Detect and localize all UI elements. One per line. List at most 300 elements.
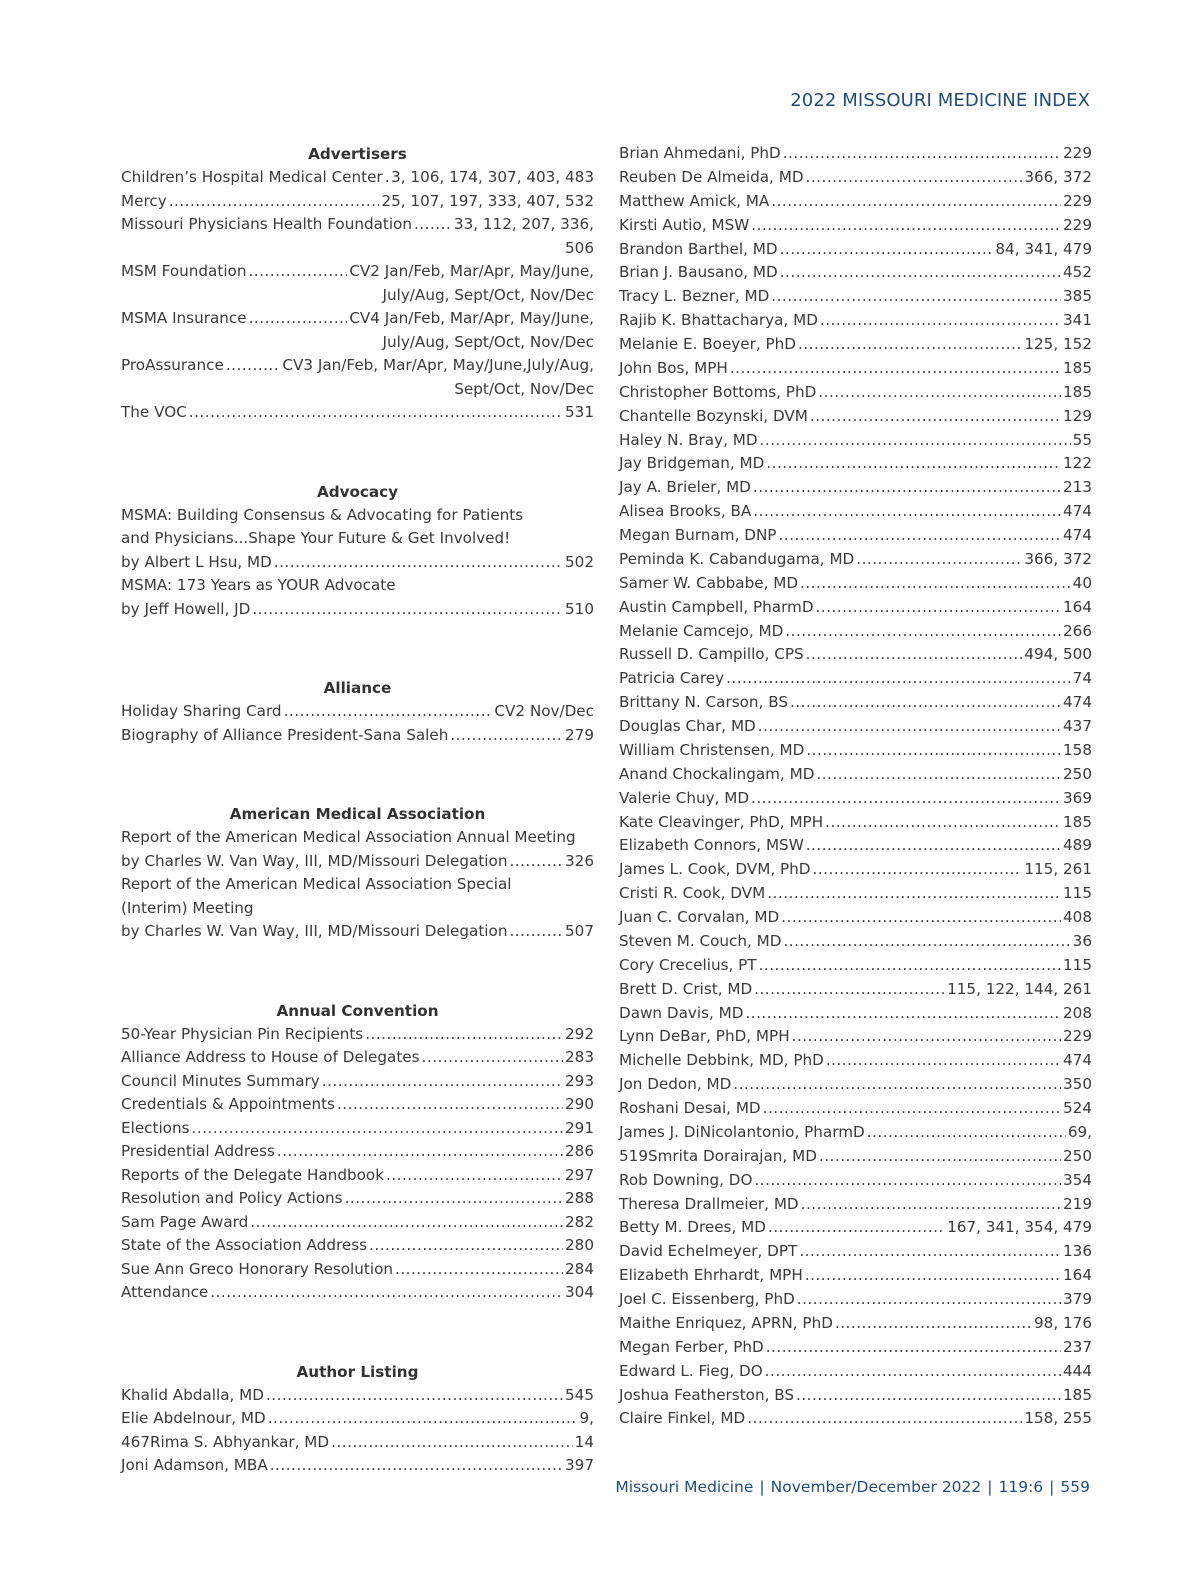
entry-label: Council Minutes Summary [121, 1071, 320, 1090]
dot-leader [790, 691, 1061, 715]
entry-pages: 69, [1067, 1122, 1092, 1141]
entry-pages: 164 [1063, 597, 1092, 616]
entry-pages: 158, 255 [1024, 1409, 1092, 1428]
footer-journal: Missouri Medicine [615, 1478, 754, 1496]
entry-label: Brett D. Crist, MD [619, 979, 753, 998]
entry-label: Claire Finkel, MD [619, 1409, 746, 1428]
section-title: Advocacy [316, 482, 399, 501]
index-entry [619, 1025, 1092, 1049]
entry-label: Elizabeth Connors, MSW [619, 836, 804, 855]
dot-leader [766, 452, 1061, 476]
index-entry [619, 285, 1092, 309]
dot-leader [284, 700, 493, 724]
entry-pages: 167, 341, 354, 479 [947, 1218, 1092, 1237]
index-entry [121, 724, 594, 748]
index-entry [619, 1169, 1092, 1193]
entry-label: ProAssurance [121, 356, 224, 374]
entry-label: Attendance [121, 1283, 209, 1301]
entry-label: Jon Dedon, MD [619, 1075, 732, 1094]
index-entry [619, 667, 1092, 691]
entry-label: Children’s Hospital Medical Center [121, 168, 383, 186]
entry-label: Kirsti Autio, MSW [619, 215, 750, 234]
entry-label: David Echelmeyer, DPT [619, 1242, 798, 1261]
index-entry [619, 620, 1092, 644]
entry-label: James J. DiNicolantonio, PharmD [619, 1122, 865, 1141]
section-author-listing [121, 1360, 594, 1478]
entry-pages: 507 [565, 922, 594, 940]
index-entry [619, 1240, 1092, 1264]
entry-pages: 279 [565, 725, 594, 744]
entry-pages-continued: 506 [565, 238, 594, 257]
index-entry [121, 260, 594, 284]
entry-pages: 9, [579, 1409, 594, 1427]
entry-pages: 341 [1063, 311, 1092, 330]
entry-label: Elections [121, 1118, 190, 1137]
index-entry [619, 333, 1092, 357]
dot-leader [819, 1145, 1061, 1169]
index-entry [619, 452, 1092, 476]
entry-pages: 98, 176 [1034, 1313, 1092, 1332]
index-entry [619, 763, 1092, 787]
dot-leader [422, 1046, 563, 1070]
entry-label: Peminda K. Cabandugama, MD [619, 549, 855, 568]
entry-author: by Charles W. Van Way, III, MD/Missouri Delegation [121, 922, 508, 940]
entry-pages: 366, 372 [1024, 549, 1092, 568]
index-entry [121, 920, 594, 944]
index-entry [121, 1046, 594, 1070]
entry-pages-continued: July/Aug, Sept/Oct, Nov/Dec [382, 332, 594, 351]
dot-leader [450, 724, 563, 748]
index-entry [121, 1070, 594, 1094]
index-entry [121, 354, 594, 378]
section-advertisers [121, 142, 594, 425]
entry-pages: 115 [1063, 884, 1092, 903]
dot-leader [365, 1023, 563, 1047]
entry-pages: 3, 106, 174, 307, 403, 483 [391, 168, 594, 186]
article-title-line: (Interim) Meeting [121, 898, 254, 917]
entry-label: Samer W. Cabbabe, MD [619, 573, 799, 592]
dot-leader [765, 1360, 1061, 1384]
index-entry [619, 500, 1092, 524]
entry-pages: 33, 112, 207, 336, [453, 215, 594, 233]
entry-pages: 115, 122, 144, 261 [947, 979, 1092, 998]
dot-leader [252, 598, 563, 622]
section-advocacy [121, 480, 594, 622]
dot-leader [751, 787, 1061, 811]
entry-pages: 494, 500 [1024, 645, 1092, 664]
index-entry [619, 1216, 1092, 1240]
dot-leader [825, 811, 1061, 835]
index-entry [619, 238, 1092, 262]
index-entry [121, 1407, 594, 1431]
entry-pages: 229 [1063, 191, 1092, 210]
entry-pages: 385 [1063, 287, 1092, 306]
index-entry [619, 691, 1092, 715]
entry-pages: 545 [565, 1385, 594, 1404]
article-title-line: MSMA: Building Consensus & Advocating for Patients [121, 505, 524, 524]
index-entry [619, 715, 1092, 739]
entry-label: Sue Ann Greco Honorary Resolution [121, 1259, 393, 1278]
index-entry [121, 598, 594, 622]
entry-label: Joni Adamson, MBA [121, 1456, 268, 1474]
entry-pages: 288 [565, 1189, 594, 1207]
entry-label: Haley N. Bray, MD [619, 430, 758, 449]
dot-leader [192, 1117, 563, 1141]
entry-label: Sam Page Award [121, 1212, 249, 1231]
index-entry [619, 1145, 1092, 1169]
index-entry [619, 1288, 1092, 1312]
dot-leader [226, 354, 281, 378]
dot-leader [345, 1187, 563, 1211]
index-entry [121, 1234, 594, 1258]
entry-label: MSMA Insurance [121, 309, 247, 327]
entry-pages: 510 [565, 599, 594, 618]
dot-leader [386, 1164, 563, 1188]
dot-leader [189, 401, 563, 425]
dot-leader [270, 1454, 563, 1478]
dot-leader [771, 285, 1061, 309]
index-entry [121, 850, 594, 874]
entry-pages: CV3 Jan/Feb, Mar/Apr, May/June,July/Aug, [282, 356, 594, 374]
index-entry [121, 1454, 594, 1478]
entry-label: Juan C. Corvalan, MD [619, 908, 780, 926]
index-entry [619, 405, 1092, 429]
entry-label: 467Rima S. Abhyankar, MD [121, 1432, 330, 1451]
index-entry [619, 834, 1092, 858]
entry-pages: 136 [1063, 1242, 1092, 1261]
dot-leader [806, 739, 1061, 763]
section-title: Advertisers [308, 145, 407, 163]
dot-leader [771, 190, 1061, 214]
entry-pages-continued: Sept/Oct, Nov/Dec [454, 379, 594, 398]
index-entry [619, 476, 1092, 500]
entry-label: Maithe Enriquez, APRN, PhD [619, 1313, 833, 1332]
article-title-line: Report of the American Medical Association Special [121, 875, 512, 893]
entry-pages: 326 [565, 851, 594, 870]
entry-label: John Bos, MPH [619, 358, 728, 377]
entry-pages: 408 [1063, 908, 1092, 926]
dot-leader [753, 476, 1061, 500]
index-entry [619, 381, 1092, 405]
article-title-line: and Physicians...Shape Your Future & Get Involved! [121, 529, 511, 547]
dot-leader [751, 214, 1061, 238]
dot-leader [867, 1121, 1066, 1145]
entry-label: Austin Campbell, PharmD [619, 597, 814, 616]
entry-pages: 452 [1063, 263, 1092, 282]
entry-pages: 282 [565, 1212, 594, 1231]
entry-pages: 284 [565, 1259, 594, 1278]
entry-label: Jay Bridgeman, MD [619, 454, 765, 473]
entry-label: Christopher Bottoms, PhD [619, 382, 817, 401]
index-entry [121, 213, 594, 237]
entry-pages: 379 [1063, 1290, 1092, 1308]
entry-pages: 229 [1063, 215, 1092, 234]
entry-pages: 25, 107, 197, 333, 407, 532 [381, 191, 594, 210]
dot-leader [250, 1211, 563, 1235]
dot-leader [509, 850, 563, 874]
entry-pages: 158 [1063, 740, 1092, 759]
dot-leader [747, 1407, 1022, 1431]
dot-leader [766, 1336, 1061, 1360]
dot-leader [369, 1234, 563, 1258]
entry-label: Brandon Barthel, MD [619, 239, 778, 258]
entry-pages: 164 [1063, 1266, 1092, 1285]
dot-leader [797, 1288, 1061, 1312]
dot-leader [268, 1407, 578, 1431]
entry-label: 519Smrita Dorairajan, MD [619, 1146, 817, 1165]
entry-label: Elie Abdelnour, MD [121, 1409, 266, 1427]
index-entry [619, 1049, 1092, 1073]
entry-pages: 185 [1063, 1385, 1092, 1404]
index-entry [121, 190, 594, 214]
entry-pages: 185 [1063, 382, 1092, 401]
index-entry [619, 1121, 1092, 1145]
entry-label: Cory Crecelius, PT [619, 955, 757, 974]
page-footer [615, 1478, 1090, 1496]
footer-separator: | [759, 1478, 765, 1496]
index-entry [619, 524, 1092, 548]
entry-label: Brittany N. Carson, BS [619, 693, 788, 712]
entry-label: Alisea Brooks, BA [619, 502, 752, 521]
entry-author: by Charles W. Van Way, III, MD/Missouri Delegation [121, 851, 508, 870]
entry-label: Brian Ahmedani, PhD [619, 144, 781, 162]
entry-label: Edward L. Fieg, DO [619, 1361, 763, 1380]
dot-leader [806, 834, 1061, 858]
section-title: American Medical Association [229, 805, 486, 823]
entry-label: Russell D. Campillo, CPS [619, 645, 804, 664]
entry-label: 50-Year Physician Pin Recipients [121, 1024, 364, 1043]
index-entry [619, 142, 1092, 166]
entry-pages: 122 [1063, 454, 1092, 473]
dot-leader [800, 572, 1071, 596]
dot-leader [414, 213, 452, 237]
index-entry [619, 1384, 1092, 1408]
dot-leader [745, 1002, 1061, 1026]
entry-label: Roshani Desai, MD [619, 1099, 761, 1117]
entry-label: Chantelle Bozynski, DVM [619, 406, 808, 425]
entry-pages: 237 [1063, 1337, 1092, 1356]
entry-pages: 437 [1063, 717, 1092, 735]
dot-leader [820, 309, 1061, 333]
index-entry [619, 1097, 1092, 1121]
entry-label: Jay A. Brieler, MD [619, 478, 751, 497]
dot-leader [856, 548, 1022, 572]
entry-pages: 115, 261 [1024, 860, 1092, 879]
index-entry [121, 1258, 594, 1282]
dot-leader [818, 381, 1061, 405]
entry-label: State of the Association Address [121, 1236, 368, 1254]
index-entry [121, 551, 594, 575]
entry-pages: 74 [1072, 669, 1092, 688]
dot-leader [780, 238, 994, 262]
entry-label: Holiday Sharing Card [121, 702, 282, 720]
section-title: Annual Convention [276, 1001, 439, 1020]
dot-leader [266, 1384, 563, 1408]
entry-label: James L. Cook, DVM, PhD [619, 860, 811, 879]
entry-pages: 292 [565, 1024, 594, 1043]
dot-leader [780, 261, 1061, 285]
entry-pages: 213 [1063, 478, 1092, 497]
entry-label: Joshua Featherston, BS [619, 1385, 795, 1404]
index-entry [121, 1164, 594, 1188]
entry-label: Melanie E. Boeyer, PhD [619, 335, 797, 353]
entry-pages: 250 [1063, 764, 1092, 783]
entry-pages: CV2 Jan/Feb, Mar/Apr, May/June, [349, 262, 594, 280]
entry-label: Cristi R. Cook, DVM [619, 884, 766, 903]
dot-leader [210, 1281, 563, 1305]
dot-leader [249, 307, 348, 331]
footer-page-number: 559 [1060, 1478, 1090, 1496]
entry-pages: 350 [1063, 1075, 1092, 1094]
dot-leader [835, 1312, 1032, 1336]
dot-leader [169, 190, 380, 214]
index-entry [619, 1312, 1092, 1336]
entry-label: Megan Burnam, DNP [619, 526, 777, 544]
index-entry [619, 214, 1092, 238]
dot-leader [801, 1193, 1061, 1217]
index-entry [619, 1002, 1092, 1026]
entry-pages: 280 [565, 1236, 594, 1254]
dot-leader [763, 1097, 1061, 1121]
dot-leader [806, 166, 1023, 190]
dot-leader [805, 1264, 1061, 1288]
index-entry [619, 1336, 1092, 1360]
dot-leader [754, 1169, 1061, 1193]
entry-label: Douglas Char, MD [619, 717, 756, 735]
index-entry [121, 1384, 594, 1408]
entry-pages: 185 [1063, 812, 1092, 831]
entry-label: MSM Foundation [121, 262, 247, 280]
entry-label: Joel C. Eissenberg, PhD [619, 1290, 795, 1308]
dot-leader [248, 260, 347, 284]
entry-pages: 502 [565, 552, 594, 571]
entry-pages: 40 [1072, 573, 1092, 592]
entry-pages: 266 [1063, 621, 1092, 640]
dot-leader [726, 667, 1071, 691]
index-entry [619, 978, 1092, 1002]
article-title-line: Report of the American Medical Association Annual Meeting [121, 828, 576, 846]
entry-pages: 291 [565, 1118, 594, 1137]
entry-pages: 397 [565, 1456, 594, 1474]
index-entry [121, 700, 594, 724]
entry-label: Theresa Drallmeier, MD [619, 1194, 799, 1213]
index-entry [619, 357, 1092, 381]
footer-issue: November/December 2022 [770, 1478, 982, 1496]
dot-leader [760, 429, 1071, 453]
section-annual-convention [121, 999, 594, 1305]
section-title: Alliance [323, 679, 392, 697]
entry-pages: 283 [565, 1048, 594, 1066]
index-entry [619, 1360, 1092, 1384]
entry-pages: 489 [1063, 836, 1092, 855]
index-entry [121, 1093, 594, 1117]
entry-pages: 531 [565, 403, 594, 421]
dot-leader [274, 551, 563, 575]
entry-label: Reports of the Delegate Handbook [121, 1165, 384, 1184]
article-title-line: MSMA: 173 Years as YOUR Advocate [121, 576, 396, 594]
entry-author: by Jeff Howell, JD [121, 599, 251, 618]
entry-pages: 208 [1063, 1003, 1092, 1022]
running-header: 2022 MISSOURI MEDICINE INDEX [790, 90, 1090, 111]
footer-separator: | [987, 1478, 993, 1496]
entry-label: Credentials & Appointments [121, 1095, 335, 1113]
entry-pages: 297 [565, 1165, 594, 1184]
dot-leader [385, 166, 389, 190]
entry-pages: 290 [565, 1095, 594, 1113]
section-alliance [121, 676, 594, 747]
entry-pages: CV4 Jan/Feb, Mar/Apr, May/June, [349, 309, 594, 327]
entry-label: Michelle Debbink, MD, PhD [619, 1051, 824, 1070]
index-entry [619, 739, 1092, 763]
entry-pages: 55 [1072, 430, 1092, 449]
entry-pages: 474 [1063, 693, 1092, 712]
dot-leader [322, 1070, 563, 1094]
entry-pages: 219 [1063, 1194, 1092, 1213]
dot-leader [796, 1384, 1061, 1408]
entry-pages: 524 [1063, 1099, 1092, 1117]
entry-label: The VOC [121, 403, 187, 421]
entry-label: Reuben De Almeida, MD [619, 167, 804, 186]
entry-label: Betty M. Drees, MD [619, 1218, 766, 1237]
entry-label: Valerie Chuy, MD [619, 788, 750, 807]
dot-leader [816, 596, 1061, 620]
entry-label: Mercy [121, 191, 167, 210]
dot-leader [337, 1093, 563, 1117]
dot-leader [783, 142, 1061, 166]
index-entry [619, 643, 1092, 667]
entry-label: Elizabeth Ehrhardt, MPH [619, 1266, 803, 1285]
index-entry [619, 166, 1092, 190]
dot-leader [754, 978, 945, 1002]
entry-label: William Christensen, MD [619, 740, 805, 759]
index-entry [619, 261, 1092, 285]
dot-leader [778, 524, 1061, 548]
entry-pages: 125, 152 [1024, 335, 1092, 353]
dot-leader [785, 620, 1061, 644]
dot-leader [509, 920, 563, 944]
entry-pages: 36 [1072, 931, 1092, 950]
entry-pages: 369 [1063, 788, 1092, 807]
dot-leader [758, 715, 1061, 739]
entry-pages: 474 [1063, 526, 1092, 544]
dot-leader [733, 1073, 1061, 1097]
index-entry [121, 401, 594, 425]
entry-label: Resolution and Policy Actions [121, 1189, 343, 1207]
entry-pages: 129 [1063, 406, 1092, 425]
entry-pages: 366, 372 [1024, 167, 1092, 186]
index-entry [619, 1264, 1092, 1288]
entry-label: Presidential Address [121, 1142, 275, 1160]
dot-leader [812, 858, 1022, 882]
index-entry [121, 1023, 594, 1047]
entry-pages: 115 [1063, 955, 1092, 974]
index-entry [121, 1187, 594, 1211]
dot-leader [799, 1240, 1061, 1264]
entry-label: Anand Chockalingam, MD [619, 764, 815, 783]
entry-label: Rob Downing, DO [619, 1170, 753, 1189]
dot-leader [730, 357, 1061, 381]
entry-pages: 84, 341, 479 [995, 239, 1092, 258]
entry-label: Kate Cleavinger, PhD, MPH [619, 812, 824, 831]
index-entry [619, 930, 1092, 954]
index-entry [121, 307, 594, 331]
dot-leader [759, 954, 1061, 978]
dot-leader [753, 500, 1061, 524]
entry-label: Missouri Physicians Health Foundation [121, 215, 412, 233]
entry-label: Megan Ferber, PhD [619, 1337, 764, 1356]
entry-pages: 444 [1063, 1361, 1092, 1380]
right-column [619, 142, 1092, 1431]
